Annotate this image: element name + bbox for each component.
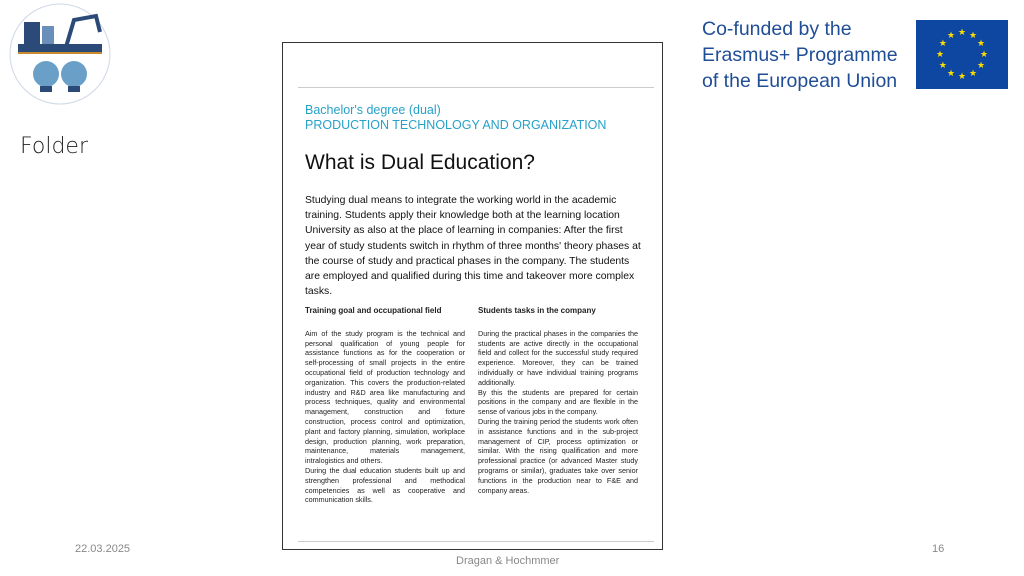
star-icon: ★ [977, 38, 986, 48]
document-heading: What is Dual Education? [305, 151, 535, 174]
eu-line: of the European Union [702, 70, 898, 92]
divider [298, 87, 654, 88]
student-tasks-column [478, 306, 638, 495]
page-number: 16 [932, 543, 945, 555]
star-icon: ★ [968, 29, 978, 40]
document-page [282, 42, 663, 550]
star-icon: ★ [938, 60, 947, 70]
footer-author: Dragan & Hochmmer [456, 555, 560, 567]
star-icon: ★ [979, 49, 989, 59]
paragraph: Aim of the study program is the technical and personal qualification of young people for assistance functions as for the cooperation or self-processing of small projects in the entire occupational field of production technology and organization. This covers the production-related industry and R&D area like manufacturing and process techniques, quality and environmental management, construction and fixture construction, process control and optimization, plant and factory planning, simulation, workplace design, production planning, work preparation, maintenance, materials management, intralogistics and others. [305, 328, 465, 466]
eu-flag-icon [916, 20, 1008, 89]
diarkaz-logo [4, 2, 116, 106]
star-icon: ★ [935, 49, 945, 59]
eu-cofunded-text [702, 16, 898, 94]
training-goal-column [305, 306, 465, 505]
intro-paragraph: Studying dual means to integrate the working world in the academic training. Students apply their knowledge both at the learning location University as also at the place of learning in companies: After the first year of study students switch in rhythm of three months' theory phases at the course of study and practical phases in the company. The students are employed and qualified during this time and takeover more complex tasks. [305, 195, 641, 298]
column-heading: Training goal and occupational field [305, 306, 442, 315]
star-icon: ★ [957, 71, 967, 81]
paragraph: By this the students are prepared for certain positions in the company and are flexible in the sense of various jobs in the company. [478, 387, 638, 417]
star-icon: ★ [938, 38, 947, 48]
star-icon: ★ [968, 68, 978, 79]
paragraph: During the training period the students work often in assistance functions and in the sub-project management of CIP, process optimization or similar. With the rising qualification and more professional practice (or advanced Master study programs or similar), graduates take over senior functions in the production near to F&E and company areas. [478, 416, 638, 495]
footer-date: 22.03.2025 [75, 543, 131, 555]
document-subtitle [305, 103, 606, 133]
degree-label: Bachelor's degree (dual) [305, 103, 441, 117]
eu-line: Co-funded by the [702, 18, 852, 40]
eu-line: Erasmus+ Programme [702, 44, 898, 66]
divider [298, 541, 654, 542]
star-icon: ★ [946, 29, 956, 40]
star-icon: ★ [957, 27, 967, 37]
paragraph: During the dual education students built up and strengthen professional and methodical competencies as well as cooperative and communication skills. [305, 465, 465, 505]
star-icon: ★ [977, 60, 986, 70]
column-heading: Students tasks in the company [478, 306, 596, 315]
program-label: PRODUCTION TECHNOLOGY AND ORGANIZATION [305, 118, 607, 132]
slide-title: Folder [20, 134, 88, 159]
star-icon: ★ [946, 68, 956, 79]
paragraph: During the practical phases in the companies the students are active directly in the occupational field and collect for the successful study required experience. Moreover, they can be trained individually or have individual training programs additionally. [478, 328, 638, 387]
